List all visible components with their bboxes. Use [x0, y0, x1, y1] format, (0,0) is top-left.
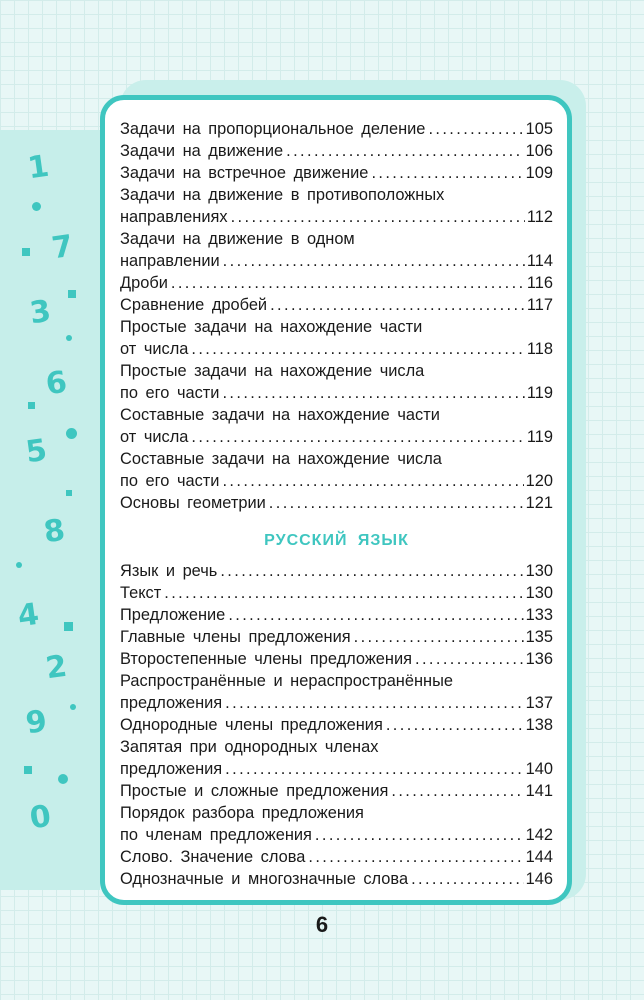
decor-square — [24, 766, 32, 774]
toc-entry-line — [120, 294, 553, 316]
dot-leader — [354, 626, 524, 648]
toc-entry-title: Простые и сложные предложения — [120, 782, 389, 800]
toc-entry-title: Главные члены предложения — [120, 628, 351, 646]
toc-entry — [120, 184, 553, 228]
toc-entry — [120, 604, 553, 626]
toc-entry-page-number: 118 — [526, 340, 553, 358]
toc-entry-line — [120, 162, 553, 184]
decor-dot — [66, 428, 77, 439]
toc-entry-title: Текст — [120, 584, 162, 602]
toc-entry-title: от числа — [120, 340, 189, 358]
decor-dot — [58, 774, 68, 784]
dot-leader — [222, 470, 523, 492]
toc-entry — [120, 846, 553, 868]
toc-entry — [120, 714, 553, 736]
toc-entry-line — [120, 470, 553, 492]
decor-number: 7 — [49, 228, 76, 267]
dot-leader — [225, 758, 523, 780]
toc-math-list — [120, 118, 553, 514]
toc-entry-line — [120, 140, 553, 162]
decor-number: 2 — [43, 648, 70, 687]
toc-entry-page-number: 112 — [526, 208, 553, 226]
toc-entry-line — [120, 824, 553, 846]
toc-entry — [120, 736, 553, 780]
toc-entry — [120, 626, 553, 648]
toc-entry-page-number: 114 — [526, 252, 553, 270]
dot-leader — [391, 780, 523, 802]
toc-entry-line — [120, 868, 553, 890]
toc-entry-line — [120, 118, 553, 140]
decor-square — [66, 490, 72, 496]
toc-entry-line — [120, 206, 553, 228]
dot-leader — [164, 582, 523, 604]
toc-entry-page-number: 135 — [525, 628, 553, 646]
decor-dot — [32, 202, 41, 211]
toc-entry-title: по его части — [120, 384, 220, 402]
toc-entry — [120, 492, 553, 514]
toc-entry-line — [120, 780, 553, 802]
toc-entry-line — [120, 272, 553, 294]
dot-leader — [228, 604, 523, 626]
decor-dot — [70, 704, 76, 710]
toc-entry — [120, 404, 553, 448]
toc-entry-title: Сравнение дробей — [120, 296, 268, 314]
decor-number: 3 — [27, 293, 54, 332]
toc-entry-title: Второстепенные члены предложения — [120, 650, 412, 668]
toc-entry-title: Задачи на встречное движение — [120, 164, 369, 182]
toc-entry-page-number: 121 — [525, 494, 553, 512]
toc-entry-page-number: 120 — [525, 472, 553, 490]
toc-entry-title: Слово. Значение слова — [120, 848, 306, 866]
dot-leader — [191, 426, 524, 448]
decor-number: 4 — [15, 596, 42, 635]
toc-entry-line — [120, 582, 553, 604]
toc-entry-title-line: Задачи на движение в одном — [120, 230, 355, 248]
dot-leader — [371, 162, 523, 184]
toc-entry-line — [120, 338, 553, 360]
toc-entry — [120, 140, 553, 162]
toc-entry-title-line: Простые задачи на нахождение части — [120, 318, 423, 336]
toc-entry-title-line: Составные задачи на нахождение части — [120, 406, 440, 424]
dot-leader — [269, 492, 524, 514]
toc-entry-title-line: Порядок разбора предложения — [120, 804, 364, 822]
dot-leader — [171, 272, 525, 294]
toc-entry-page-number: 106 — [525, 142, 553, 160]
toc-entry-page-number: 119 — [526, 428, 553, 446]
dot-leader — [223, 250, 525, 272]
decor-dot — [16, 562, 22, 568]
toc-entry-page-number: 141 — [525, 782, 553, 800]
toc-entry-page-number: 140 — [525, 760, 553, 778]
dot-leader — [191, 338, 524, 360]
toc-entry-line — [120, 626, 553, 648]
toc-entry-page-number: 142 — [525, 826, 553, 844]
toc-entry — [120, 780, 553, 802]
decorative-side-band — [0, 130, 100, 890]
decor-number: 0 — [27, 798, 54, 837]
toc-entry-title: Задачи на движение — [120, 142, 284, 160]
toc-entry-title-line: Распространённые и нераспространённые — [120, 672, 453, 690]
toc-entry-page-number: 119 — [526, 384, 553, 402]
toc-russian-list — [120, 560, 553, 890]
dot-leader — [411, 868, 524, 890]
toc-entry-line — [120, 426, 553, 448]
toc-entry — [120, 802, 553, 846]
dot-leader — [231, 206, 525, 228]
toc-entry-page-number: 133 — [525, 606, 553, 624]
toc-entry — [120, 294, 553, 316]
decor-square — [68, 290, 76, 298]
toc-entry-page-number: 136 — [525, 650, 553, 668]
dot-leader — [428, 118, 523, 140]
toc-entry-page-number: 116 — [526, 274, 553, 292]
toc-entry-line — [120, 714, 553, 736]
dot-leader — [308, 846, 523, 868]
toc-entry-title: направлениях — [120, 208, 228, 226]
decor-number: 5 — [23, 432, 50, 471]
toc-entry-page-number: 109 — [525, 164, 553, 182]
toc-entry — [120, 316, 553, 360]
toc-entry-title: предложения — [120, 694, 223, 712]
decor-square — [64, 622, 73, 631]
toc-entry — [120, 560, 553, 582]
toc-entry-page-number: 105 — [525, 120, 553, 138]
toc-entry-page-number: 137 — [525, 694, 553, 712]
decor-dot — [66, 335, 72, 341]
toc-entry-line — [120, 250, 553, 272]
toc-entry-title-line: Запятая при однородных членах — [120, 738, 379, 756]
toc-entry-title-line: Задачи на движение в противоположных — [120, 186, 445, 204]
decor-square — [28, 402, 35, 409]
toc-entry — [120, 648, 553, 670]
toc-entry-title: от числа — [120, 428, 189, 446]
toc-entry — [120, 272, 553, 294]
toc-entry-title: Основы геометрии — [120, 494, 266, 512]
toc-entry-page-number: 146 — [525, 870, 553, 888]
toc-entry-line — [120, 758, 553, 780]
decor-number: 1 — [25, 148, 52, 187]
decor-number: 6 — [43, 364, 70, 403]
toc-entry-page-number: 117 — [526, 296, 553, 314]
page-number: 6 — [315, 912, 329, 937]
dot-leader — [270, 294, 525, 316]
toc-entry-title-line: Составные задачи на нахождение числа — [120, 450, 442, 468]
toc-entry-line — [120, 846, 553, 868]
toc-entry — [120, 118, 553, 140]
toc-entry-title: направлении — [120, 252, 220, 270]
toc-entry-title: Предложение — [120, 606, 226, 624]
toc-entry-title: по его части — [120, 472, 220, 490]
toc-entry — [120, 228, 553, 272]
decor-number: 8 — [41, 512, 68, 551]
toc-entry — [120, 360, 553, 404]
section-heading-russian: РУССКИЙ ЯЗЫК — [264, 532, 409, 549]
toc-entry — [120, 448, 553, 492]
toc-entry-page-number: 144 — [525, 848, 553, 866]
toc-entry — [120, 670, 553, 714]
toc-entry-line — [120, 604, 553, 626]
toc-entry-line — [120, 560, 553, 582]
decor-square — [22, 248, 30, 256]
toc-entry — [120, 868, 553, 890]
dot-leader — [386, 714, 524, 736]
dot-leader — [225, 692, 523, 714]
dot-leader — [315, 824, 524, 846]
toc-entry-line — [120, 382, 553, 404]
dot-leader — [220, 560, 523, 582]
toc-entry-page-number: 130 — [525, 562, 553, 580]
dot-leader — [415, 648, 524, 670]
toc-entry-title-line: Простые задачи на нахождение числа — [120, 362, 425, 380]
dot-leader — [286, 140, 524, 162]
contents-card — [100, 95, 572, 905]
toc-entry-line — [120, 692, 553, 714]
toc-entry-title: Задачи на пропорциональное деление — [120, 120, 426, 138]
toc-entry-title: Язык и речь — [120, 562, 218, 580]
toc-entry-line — [120, 492, 553, 514]
toc-entry-title: предложения — [120, 760, 223, 778]
toc-entry-title: Однородные члены предложения — [120, 716, 383, 734]
decor-number: 9 — [23, 703, 50, 742]
toc-entry — [120, 162, 553, 184]
toc-entry-page-number: 130 — [525, 584, 553, 602]
toc-entry-title: Дроби — [120, 274, 168, 292]
toc-entry-page-number: 138 — [525, 716, 553, 734]
toc-entry — [120, 582, 553, 604]
toc-entry-title: Однозначные и многозначные слова — [120, 870, 409, 888]
dot-leader — [222, 382, 524, 404]
toc-entry-title: по членам предложения — [120, 826, 312, 844]
toc-entry-line — [120, 648, 553, 670]
